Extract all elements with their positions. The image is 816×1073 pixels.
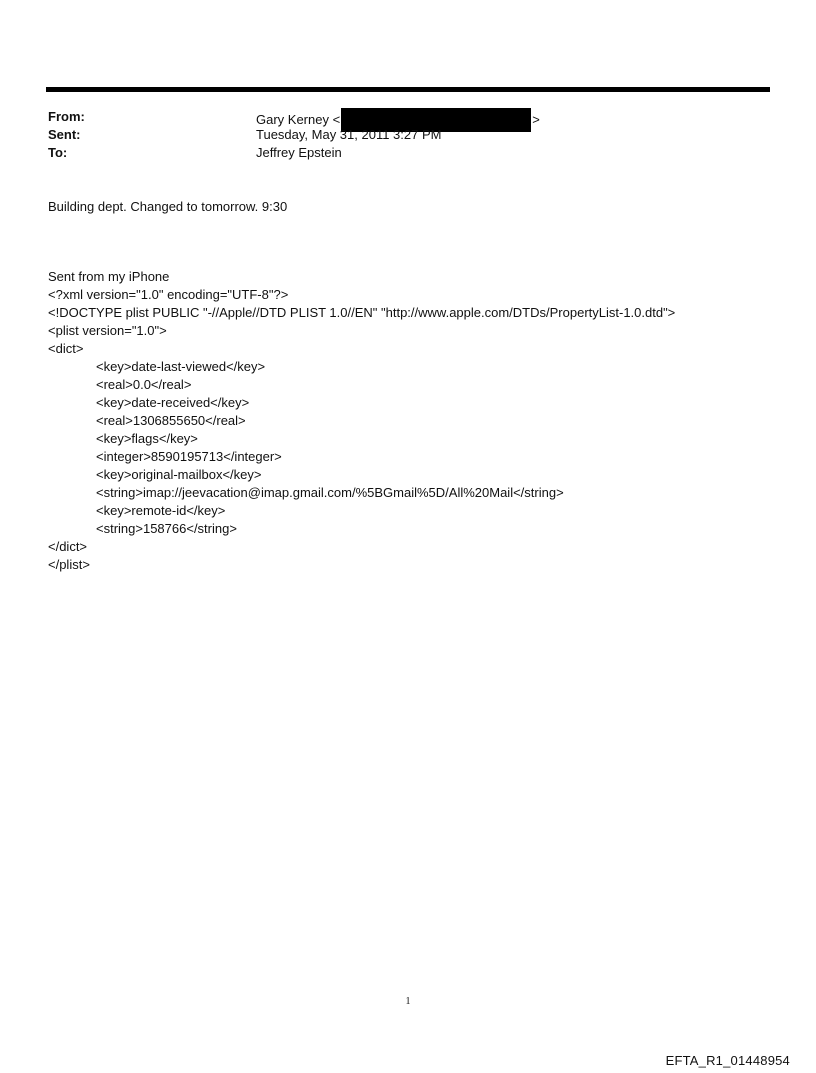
plist-line: <key>original-mailbox</key> (96, 467, 262, 482)
plist-line: <key>remote-id</key> (96, 503, 226, 518)
plist-line: </plist> (48, 557, 90, 572)
signature-line: Sent from my iPhone (48, 269, 170, 284)
plist-line: <key>flags</key> (96, 431, 198, 446)
email-close-bracket: > (532, 112, 540, 127)
email-header (48, 108, 748, 162)
to-row (48, 144, 748, 162)
sent-label: Sent: (48, 127, 81, 142)
plist-line: <plist version="1.0"> (48, 323, 167, 338)
plist-line: <dict> (48, 341, 84, 356)
document-id: EFTA_R1_01448954 (665, 1053, 790, 1068)
sender-name: Gary Kerney (256, 112, 329, 127)
from-row (48, 108, 748, 126)
plist-line: <!DOCTYPE plist PUBLIC "-//Apple//DTD PLIST 1.0//EN" "http://www.apple.com/DTDs/PropertyList-1.0.dtd"> (48, 305, 676, 320)
email-open-bracket: < (332, 112, 341, 127)
sent-value: Tuesday, May 31, 2011 3:27 PM (256, 127, 442, 142)
plist-line: <string>imap://jeevacation@imap.gmail.com/%5BGmail%5D/All%20Mail</string> (96, 485, 564, 500)
header-divider-rule (46, 87, 770, 92)
from-label: From: (48, 109, 85, 124)
plist-line: <real>1306855650</real> (96, 413, 246, 428)
email-body-message: Building dept. Changed to tomorrow. 9:30 (48, 199, 288, 214)
plist-line: </dict> (48, 539, 88, 554)
plist-line: <key>date-received</key> (96, 395, 250, 410)
plist-line: <string>158766</string> (96, 521, 237, 536)
to-label: To: (48, 145, 68, 160)
sent-row (48, 126, 748, 144)
signature-and-plist (48, 268, 675, 574)
plist-line: <?xml version="1.0" encoding="UTF-8"?> (48, 287, 289, 302)
page-number: 1 (405, 996, 411, 1007)
plist-line: <key>date-last-viewed</key> (96, 359, 266, 374)
to-value: Jeffrey Epstein (256, 145, 342, 160)
plist-line: <integer>8590195713</integer> (96, 449, 282, 464)
plist-line: <real>0.0</real> (96, 377, 192, 392)
